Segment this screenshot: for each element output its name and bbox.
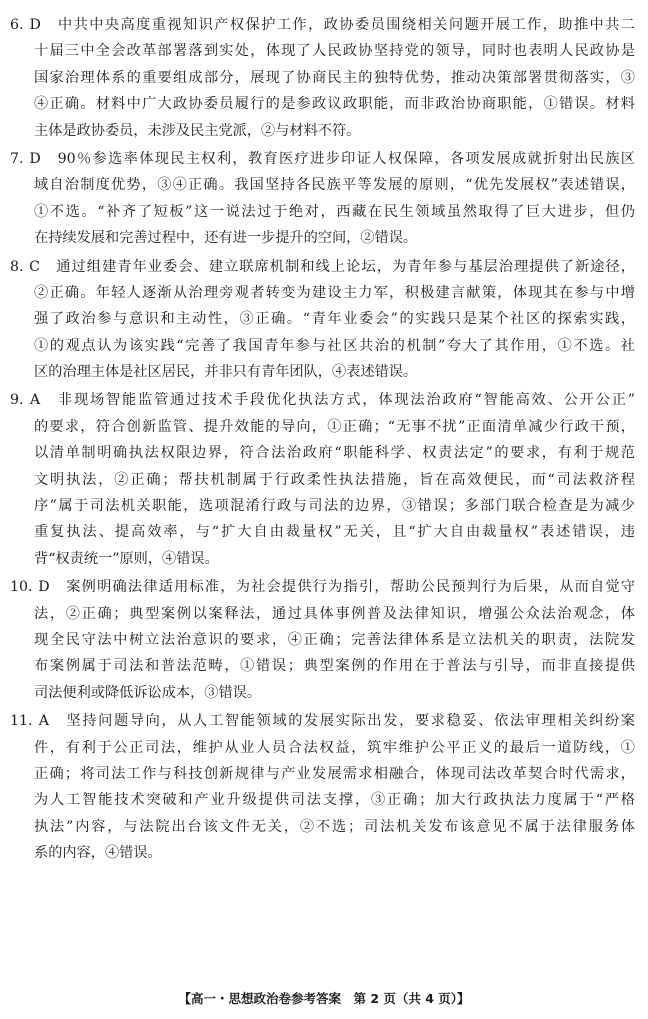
answer-item-9 [10,387,635,572]
answer-line: 执法”内容，与法院出台该文件无关，②不选；司法机关发布该意见不属于法律服务体 [34,818,635,835]
answer-line: ①不选。“补齐了短板”这一说法过于绝对，西藏在民生领域虽然取得了巨大进步，但仍 [34,203,635,220]
page-footer: 【高一・思想政治卷参考答案 第 2 页（共 4 页）】 [178,991,470,1006]
answer-line: 国家治理体系的重要组成部分，展现了协商民主的独特优势，推动决策部署贯彻落实，③ [34,69,635,86]
answer-line: 法，②正确；典型案例以案释法，通过具体事例普及法律知识，增强公众法治观念，体 [34,605,635,622]
answer-line: 文明执法，②正确；帮扶机制属于行政柔性执法措施，旨在高效便民，而“司法救济程 [34,471,635,488]
answer-line: 的要求，符合创新监管、提升效能的导向，①正确；“无事不扰”正面清单减少行政干预， [34,418,635,435]
answer-line: 正确；将司法工作与科技创新规律与产业发展需求相融合，体现司法改革契合时代需求， [34,765,635,782]
answer-line: 域自治制度优势，③④正确。我国坚持各民族平等发展的原则，“优先发展权”表述错误， [34,177,635,194]
answer-line: 区的治理主体是社区居民，并非只有青年团队，④表述错误。 [34,364,418,381]
answer-item-10 [10,574,635,706]
answer-line: 现全民守法中树立法治意识的要求，④正确；完善法律体系是立法机关的职责，法院发 [34,631,635,648]
answer-item-8 [10,254,635,386]
answer-line: ①的观点认为该实践“完善了我国青年参与社区共治的机制”夸大了其作用，①不选。社 [34,337,635,354]
answer-item-7 [10,146,635,252]
answer-line: 6. D 中共中央高度重视知识产权保护工作，政协委员围绕相关问题开展工作，助推中共二 [10,17,635,33]
answer-line: 十届三中全会改革部署落到实处，体现了人民政协坚持党的领导，同时也表明人民政协是 [34,43,635,60]
answer-item-6 [10,12,635,144]
answer-line: 背“权责统一”原则，④错误。 [34,550,219,567]
answer-line: 以清单制明确执法权限边界，符合法治政府“职能科学、权责法定”的要求，有利于规范 [34,445,635,462]
answer-item-11 [10,708,635,866]
answer-line: 件，有利于公正司法，维护从业人员合法权益，筑牢维护公平正义的最后一道防线，① [34,739,635,756]
answer-line: 11. A 坚持问题导向，从人工智能领域的发展实际出发，要求稳妥、依法审理相关纠纷案 [10,713,635,730]
answer-line: 在持续发展和完善过程中，还有进一步提升的空间，②错误。 [34,230,418,247]
answer-line: 8. C 通过组建青年业委会、建立联席机制和线上论坛，为青年参与基层治理提供了新途径， [10,258,635,275]
answer-line: 重复执法、提高效率，与“扩大自由裁量权”无关，且“扩大自由裁量权”表述错误，违 [34,524,635,541]
answer-line: 序”属于司法机关职能，选项混淆行政与司法的边界，③错误；多部门联合检查是为减少 [34,498,635,515]
answer-list [10,12,635,869]
answer-line: 强了政治参与意识和主动性，③正确。“青年业委会”的实践只是某个社区的探索实践， [34,311,635,328]
answer-line: 9. A 非现场智能监管通过技术手段优化执法方式，体现法治政府“智能高效、公开公正” [10,392,635,409]
answer-line: 主体是政协委员，未涉及民主党派，②与材料不符。 [34,122,361,139]
answer-line: ②正确。年轻人逐渐从治理旁观者转变为建设主力军，积极建言献策，体现其在参与中增 [34,284,635,301]
answer-line: 司法便利或降低诉讼成本，③错误。 [34,684,262,701]
answer-line: 10. D 案例明确法律适用标准，为社会提供行为指引，帮助公民预判行为后果，从而自觉守 [10,579,635,596]
answer-line: 为人工智能技术突破和产业升级提供司法支撑，③正确；加大行政执法力度属于“严格 [34,792,635,809]
answer-line: 布案例属于司法和普法范畴，①错误；典型案例的作用在于普法与引导，而非直接提供 [34,658,635,675]
answer-line: 7. D 90％参选率体现民主权利，教育医疗进步印证人权保障，各项发展成就折射出民族区 [10,150,635,167]
answer-line: 系的内容，④错误。 [34,845,162,862]
answer-line: ④正确。材料中广大政协委员履行的是参政议政职能，而非政治协商职能，①错误。材料 [34,96,635,113]
